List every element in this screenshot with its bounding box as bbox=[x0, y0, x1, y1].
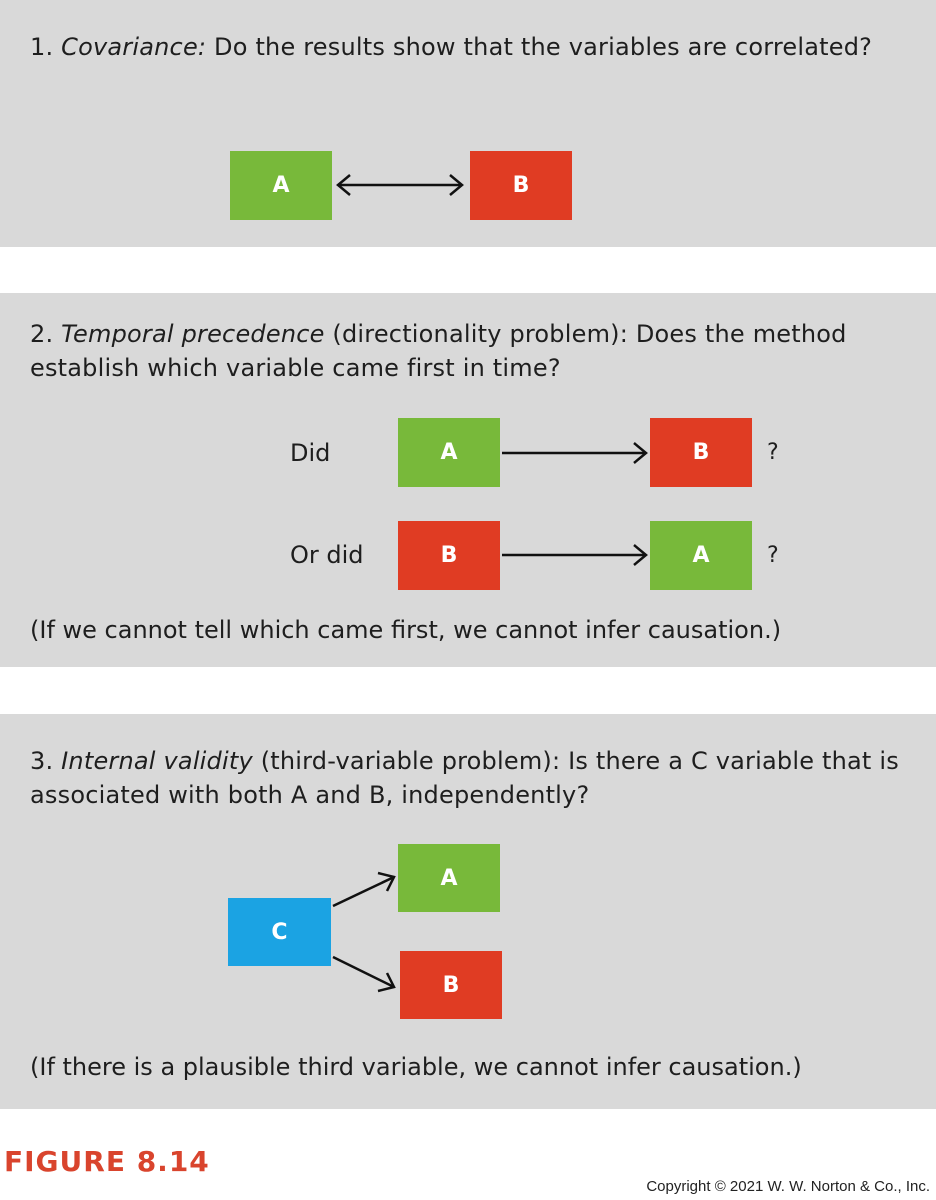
criterion-question: (directionality problem): Does the method establish which variable came first in time? bbox=[30, 320, 847, 382]
temporal-precedence-panel bbox=[0, 293, 936, 667]
double-headed-arrow bbox=[0, 0, 936, 247]
row1-from-box: A bbox=[398, 418, 500, 487]
variable-a-box: A bbox=[398, 844, 500, 912]
variable-c-box: C bbox=[228, 898, 331, 966]
variable-b-box: B bbox=[470, 151, 572, 220]
row2-question-mark: ? bbox=[767, 543, 779, 568]
criterion-term: Covariance: bbox=[61, 33, 207, 61]
panel-number: 2. bbox=[30, 320, 54, 348]
internal-validity-panel bbox=[0, 714, 936, 1109]
variable-b-box: B bbox=[400, 951, 502, 1019]
copyright-notice: Copyright © 2021 W. W. Norton & Co., Inc. bbox=[646, 1178, 930, 1195]
variable-a-box: A bbox=[230, 151, 332, 220]
panel-number: 3. bbox=[30, 747, 54, 775]
criterion-term: Temporal precedence bbox=[61, 320, 325, 348]
c-to-b-arrow bbox=[333, 957, 394, 991]
criterion-question: (third-variable problem): Is there a C variable that is associated with both A and B, independently? bbox=[30, 747, 899, 809]
row1-to-box: B bbox=[650, 418, 752, 487]
row2-from-box: B bbox=[398, 521, 500, 590]
c-to-a-arrow bbox=[333, 873, 394, 906]
internal-validity-note: (If there is a plausible third variable, we cannot infer causation.) bbox=[30, 1053, 802, 1081]
criterion-term: Internal validity bbox=[61, 747, 253, 775]
row1-label: Did bbox=[290, 439, 331, 467]
covariance-panel bbox=[0, 0, 936, 247]
temporal-precedence-note: (If we cannot tell which came first, we cannot infer causation.) bbox=[30, 616, 782, 644]
row1-arrow bbox=[502, 443, 646, 463]
panel-number: 1. bbox=[30, 33, 54, 61]
figure-label: FIGURE 8.14 bbox=[4, 1145, 210, 1178]
criterion-question: Do the results show that the variables are correlated? bbox=[206, 33, 873, 61]
row2-label: Or did bbox=[290, 541, 364, 569]
row1-question-mark: ? bbox=[767, 440, 779, 465]
row2-arrow bbox=[502, 545, 646, 565]
directional-arrows bbox=[0, 293, 936, 667]
row2-to-box: A bbox=[650, 521, 752, 590]
third-variable-arrows bbox=[0, 714, 936, 1109]
